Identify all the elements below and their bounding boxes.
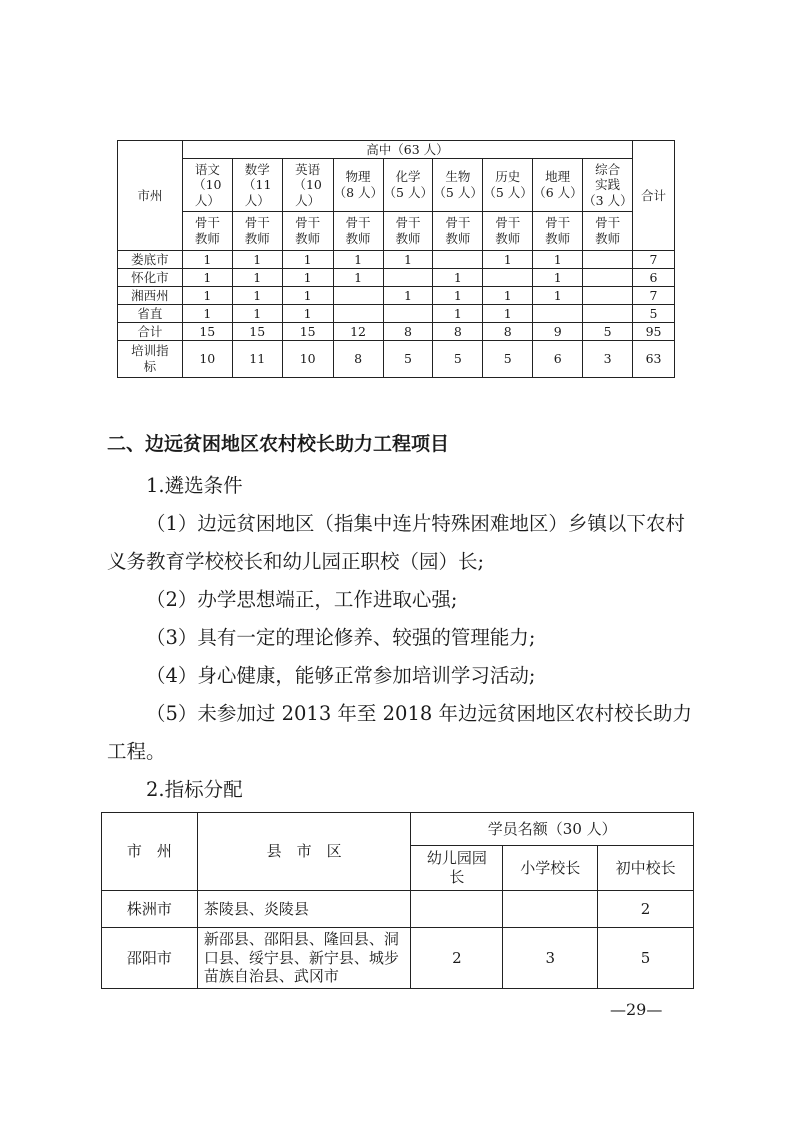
role-header-line: 骨干 [194,215,220,231]
role-header-line: 教师 [495,231,521,246]
subject-header-line: 人） [295,192,321,208]
cell-value: 1 [383,251,433,269]
cell-value: 8 [383,323,433,341]
cell-value [483,269,533,287]
cell-value: 1 [383,287,433,305]
role-header [583,212,633,251]
quota-table-highschool [117,140,675,378]
cell-value: 10 [182,341,232,378]
role-header-line: 骨干 [495,215,521,231]
cell-county: 新邵县、邵阳县、隆回县、洞口县、绥宁县、新宁县、城步苗族自治县、武冈市 [197,928,411,989]
role-header-line: 骨干 [395,215,421,231]
subject-header-line: （3 人） [583,192,633,208]
cell-city: 省直 [118,305,183,323]
cell-value: 1 [232,251,282,269]
cell-value: 1 [182,287,232,305]
cell-value [433,251,483,269]
role-header-line: 教师 [194,231,220,246]
cell-total: 63 [633,341,675,378]
role-header-line: 骨干 [345,215,371,231]
subject-header-line: 物理 [345,169,371,185]
cell-value: 10 [282,341,333,378]
role-header [333,212,383,251]
cell-city: 湘西州 [118,287,183,305]
subject-header-line: 人） [244,192,270,208]
cell-city: 合计 [118,323,183,341]
header-kindergarten: 幼儿园园 长 [411,846,503,891]
subject-header-line: 历史 [495,169,521,185]
cell-junior: 5 [598,928,694,989]
subject-header-line: 数学 [244,161,270,177]
role-header [483,212,533,251]
role-header-line: 骨干 [295,215,321,231]
cell-value: 1 [483,251,533,269]
cell-value: 1 [232,269,282,287]
role-header [182,212,232,251]
subject-header [583,159,633,212]
cell-value: 11 [232,341,282,378]
cell-value: 6 [533,341,583,378]
role-header-line: 教师 [445,231,471,246]
cell-value [533,305,583,323]
role-header [383,212,433,251]
table-row [118,269,675,287]
criteria-item: （3）具有一定的理论修养、较强的管理能力; [146,626,536,649]
cell-value [383,269,433,287]
subject-header [383,159,433,212]
subject-header-line: 实践 [595,177,621,193]
role-header-row [118,212,675,251]
cell-kindergarten: 2 [411,928,503,989]
subject-header-line: （5 人） [383,185,433,200]
role-header [533,212,583,251]
cell-value: 5 [483,341,533,378]
cell-value: 5 [433,341,483,378]
header-group: 学员名额（30 人） [411,813,694,846]
subject-header-line: 语文 [194,161,220,177]
cell-primary [503,891,598,928]
subject-header [182,159,232,212]
cell-value: 1 [533,251,583,269]
role-header-line: 教师 [395,231,421,246]
table-row [118,287,675,305]
cell-value: 1 [282,269,333,287]
cell-value: 1 [232,305,282,323]
cell-total: 5 [633,305,675,323]
role-header [232,212,282,251]
subject-header-line: 生物 [445,169,471,185]
table-header-row [102,813,694,846]
section-heading: 二、边远贫困地区农村校长助力工程项目 [107,433,450,455]
subject-header-line: （11 [243,177,272,193]
cell-value: 1 [483,305,533,323]
criteria-item: （4）身心健康，能够正常参加培训学习活动; [146,664,536,687]
cell-kindergarten [411,891,503,928]
role-header-line: 骨干 [445,215,471,231]
subject-header-line: 英语 [295,161,321,177]
cell-value: 1 [433,269,483,287]
role-header-line: 骨干 [244,215,270,231]
cell-value: 12 [333,323,383,341]
subject-header-line: 综合 [595,161,621,177]
cell-city: 娄底市 [118,251,183,269]
cell-value: 5 [383,341,433,378]
criteria-item: （5）未参加过 2013 年至 2018 年边远贫困地区农村校长助力工程。 [107,702,692,763]
cell-value: 1 [533,287,583,305]
cell-value: 9 [533,323,583,341]
cell-value: 1 [182,269,232,287]
subject-header [232,159,282,212]
header-primary: 小学校长 [503,846,598,891]
criteria-item: （2）办学思想端正，工作进取心强; [146,588,458,611]
cell-value: 1 [533,269,583,287]
cell-total: 7 [633,287,675,305]
cell-value: 15 [182,323,232,341]
cell-city: 邵阳市 [102,928,198,989]
criteria-item: （1）边远贫困地区（指集中连片特殊困难地区）乡镇以下农村义务教育学校校长和幼儿园正职校（园）长; [107,512,685,573]
cell-value: 1 [433,305,483,323]
cell-value: 1 [282,251,333,269]
section-body [107,467,697,809]
cell-value: 3 [583,341,633,378]
table-row [102,928,694,989]
cell-city: 株洲市 [102,891,198,928]
subject-header-line: （6 人） [533,185,583,200]
header-group: 高中（63 人） [182,141,632,159]
subheading-allocation: 2.指标分配 [146,778,243,801]
subject-header-line: （8 人） [333,185,384,200]
subject-header-line: 人） [194,192,220,208]
cell-primary: 3 [503,928,598,989]
cell-value: 15 [232,323,282,341]
cell-value [583,251,633,269]
cell-value [383,305,433,323]
cell-junior: 2 [598,891,694,928]
subject-header [433,159,483,212]
header-city: 市州 [118,141,183,251]
role-header-line: 教师 [595,231,621,246]
role-header-line: 教师 [345,231,371,246]
subject-header-line: 化学 [395,169,421,185]
subject-header [333,159,383,212]
cell-value: 1 [182,305,232,323]
table-row [118,341,675,378]
role-header [433,212,483,251]
cell-value [583,287,633,305]
table-row [118,323,675,341]
cell-city: 培训指标 [118,341,183,378]
cell-value: 1 [333,251,383,269]
page-number: —29— [610,1000,663,1019]
cell-value: 1 [232,287,282,305]
cell-value: 1 [433,287,483,305]
role-header-line: 教师 [295,231,321,246]
header-county: 县 市 区 [197,813,411,891]
cell-value: 8 [433,323,483,341]
role-header-line: 骨干 [595,215,621,231]
header-junior: 初中校长 [598,846,694,891]
table-row [118,251,675,269]
header-total: 合计 [633,141,675,251]
subject-header [483,159,533,212]
cell-value: 1 [282,287,333,305]
cell-value: 1 [182,251,232,269]
cell-value [583,269,633,287]
cell-total: 6 [633,269,675,287]
cell-value: 8 [333,341,383,378]
cell-value [583,305,633,323]
cell-value [333,287,383,305]
cell-value: 1 [282,305,333,323]
cell-city: 怀化市 [118,269,183,287]
subject-header-row [118,159,675,212]
subject-header-line: 地理 [545,169,571,185]
cell-value [333,305,383,323]
subject-header-line: （5 人） [483,185,533,200]
subject-header [533,159,583,212]
subject-header-line: （10 [193,177,222,193]
subject-header [282,159,333,212]
subheading-criteria: 1.遴选条件 [146,474,243,497]
role-header-line: 教师 [545,231,571,246]
cell-value: 1 [333,269,383,287]
subject-header-line: （5 人） [433,185,483,200]
role-header-line: 骨干 [545,215,571,231]
cell-value: 1 [483,287,533,305]
cell-county: 茶陵县、炎陵县 [197,891,411,928]
quota-table-principals [101,812,694,989]
header-city: 市 州 [102,813,198,891]
cell-value: 15 [282,323,333,341]
subject-header-line: （10 [293,177,322,193]
table-row [102,891,694,928]
cell-total: 95 [633,323,675,341]
table-header-row [118,141,675,159]
cell-value: 8 [483,323,533,341]
role-header-line: 教师 [244,231,270,246]
cell-value: 5 [583,323,633,341]
cell-total: 7 [633,251,675,269]
role-header [282,212,333,251]
table-row [118,305,675,323]
